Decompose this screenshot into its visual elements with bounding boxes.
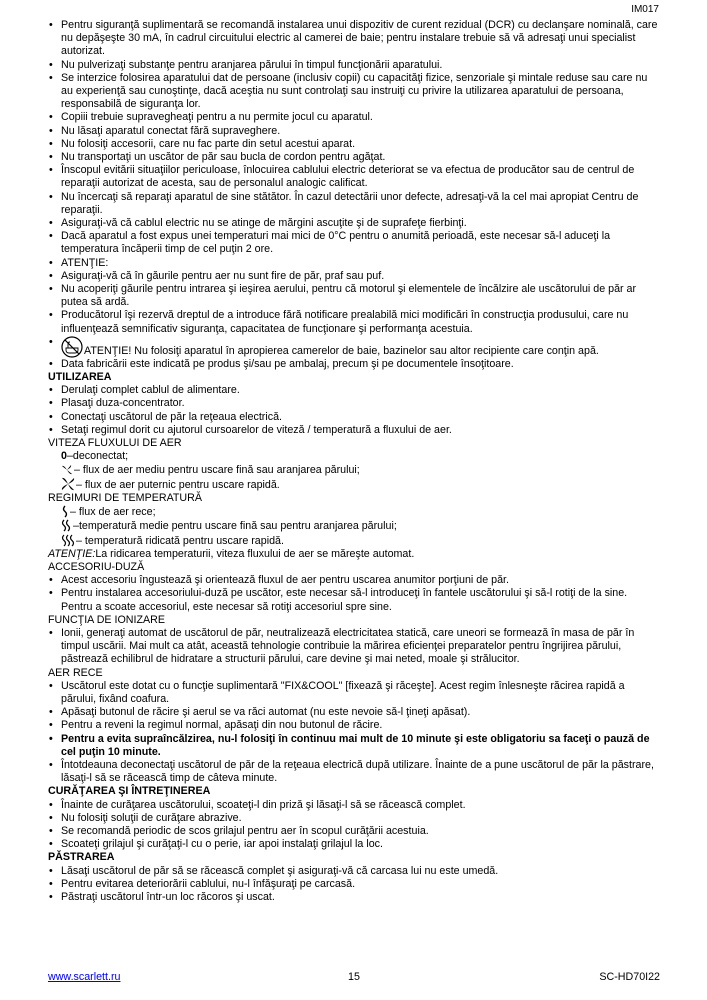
list-item: • Data fabricării este indicată pe produs şi/sau pe ambalaj, precum şi pe documentele însoţitoare. <box>48 358 660 371</box>
list-item: • Pentru a reveni la regimul normal, apăsaţi din nou butonul de răcire. <box>48 719 660 732</box>
section-heading-accessory: ACCESORIU-DUZĂ <box>48 560 145 573</box>
clean-list <box>48 799 660 852</box>
list-item: • Apăsaţi butonul de răcire şi aerul se va răci automat (nu este nevoie să-l ţineţi apăsat). <box>48 706 660 719</box>
safety-list <box>48 19 660 371</box>
list-item: • Derulaţi complet cablul de alimentare. <box>48 384 660 397</box>
list-item: • ATENŢIE: <box>48 257 660 270</box>
temp-medium-line <box>48 519 660 533</box>
heat-low-icon <box>61 505 69 518</box>
list-item: • Dacă aparatul a fost expus unei temperaturi mai mici de 0°C pentru o anumită perioadă, este necesar să-l aduceţi la temperatura încăperii timp de cel puţin 2 ore. <box>48 230 660 256</box>
section-heading-cool: AER RECE <box>48 666 103 679</box>
temp-note-label: ATENŢIE: <box>48 547 96 560</box>
section-heading-temp: REGIMURI DE TEMPERATURĂ <box>48 491 202 504</box>
list-item: • Întotdeauna deconectaţi uscătorul de păr de la reţeaua electrică după utilizare. Înainte de a pune uscătorul de păr la păstrare, lăsaţi-l să se răcească timp de câteva minute. <box>48 759 660 785</box>
speed-off-line <box>48 450 660 463</box>
heat-medium-icon <box>61 519 72 532</box>
list-item: • Copiii trebuie supravegheaţi pentru a nu permite jocul cu aparatul. <box>48 111 660 124</box>
section-heading-ion: FUNCŢIA DE IONIZARE <box>48 613 165 626</box>
cool-list <box>48 680 660 786</box>
temp-cold-line <box>48 505 660 519</box>
section-heading-speed: VITEZA FLUXULUI DE AER <box>48 437 182 450</box>
list-item: • Nu pulverizaţi substanţe pentru aranjarea părului în timpul funcţionării aparatului. <box>48 59 660 72</box>
list-item: • Setaţi regimul dorit cu ajutorul cursoarelor de viteză / temperatură a fluxului de aer. <box>48 424 660 437</box>
ion-list <box>48 627 660 667</box>
list-item: • Ionii, generaţi automat de uscătorul de păr, neutralizează electricitatea statică, care uneori se formează în masa de păr în timpul uscării. Mai mult ca atât, această tehnologie contribuie la mărirea eficienţei preparatelor pentru îngrijirea părului, păstrează echilibrul de hidratare a structurii părului, care devine şi mai neted, moale şi strălucitor. <box>48 627 660 667</box>
list-item: • Nu transportaţi un uscător de păr sau bucla de cordon pentru agăţat. <box>48 151 660 164</box>
section-heading-store: PĂSTRAREA <box>48 851 115 864</box>
list-item: • Producătorul îşi rezervă dreptul de a introduce fără notificare prealabilă mici modificări în construcţia produsului, care nu influenţează semnificativ siguranţa, capacitatea de funcţionare şi performanţa acestuia. <box>48 309 660 335</box>
section-heading-use: UTILIZAREA <box>48 371 112 384</box>
fan-high-icon <box>61 477 75 491</box>
page-footer <box>48 971 660 985</box>
speed-strong-text: – flux de aer puternic pentru uscare rapidă. <box>76 478 280 491</box>
no-bath-warning-icon <box>61 336 83 358</box>
list-item: • Nu încercaţi să reparaţi aparatul de sine stătător. În cazul detectării unor defecte, adresaţi-vă la cel mai apropiat Centru de reparaţii. <box>48 191 660 217</box>
temp-cold-text: – flux de aer rece; <box>70 506 156 519</box>
list-item: • Lăsaţi uscătorul de păr să se răcească complet şi asiguraţi-vă că carcasa lui nu este umedă. <box>48 865 660 878</box>
list-item: • Scoateţi grilajul şi curăţaţi-l cu o perie, iar apoi instalaţi grilajul la loc. <box>48 838 660 851</box>
temp-medium-text: –temperatură medie pentru uscare fină sau pentru aranjarea părului; <box>73 520 397 533</box>
list-item: • Conectaţi uscătorul de păr la reţeaua electrică. <box>48 411 660 424</box>
list-item-bold-warning: • Pentru a evita supraîncălzirea, nu-l folosiţi în continuu mai mult de 10 minute şi este obligatoriu sa faceţi o pauză de cel puţin 10 minute. <box>48 733 660 759</box>
temp-note <box>48 548 660 561</box>
document-body <box>48 19 660 904</box>
list-item: • Asiguraţi-vă că cablul electric nu se atinge de mărgini ascuţite şi de suprafeţe fierbinţi. <box>48 217 660 230</box>
list-item: • Asiguraţi-vă că în găurile pentru aer nu sunt fire de păr, praf sau puf. <box>48 270 660 283</box>
heat-high-icon <box>61 534 75 547</box>
store-list <box>48 865 660 905</box>
warning-item <box>48 336 660 358</box>
list-item: • Se interzice folosirea aparatului dat de persoane (inclusiv copii) cu capacităţi fizice, senzoriale şi mintale reduse sau care nu au experienţă sau cunoştinţe, dacă aceştia nu sunt controlaţi sau instruiţi cu privire la utilizarea aparatului de persoana, responsabilă de siguranţa lor. <box>48 72 660 112</box>
speed-zero-label: 0 <box>61 450 67 463</box>
list-item: • Nu lăsaţi aparatul conectat fără supraveghere. <box>48 125 660 138</box>
speed-zero-text: –deconectat; <box>66 450 129 463</box>
speed-medium-text: – flux de aer mediu pentru uscare fină sau aranjarea părului; <box>74 463 360 476</box>
list-item: • Nu folosiţi accesorii, care nu fac parte din setul acestui aparat. <box>48 138 660 151</box>
speed-medium-line <box>48 464 660 477</box>
list-item: • Pentru evitarea deteriorării cablului, nu-l înfăşuraţi pe carcasă. <box>48 878 660 891</box>
list-item: • Nu folosiţi soluţii de curăţare abrazive. <box>48 812 660 825</box>
warning-text: • ATENŢIE! Nu folosiţi aparatul în apropierea camerelor de baie, bazinelor sau altor recipiente care conţin apă. <box>84 344 599 357</box>
fan-low-icon <box>61 464 73 476</box>
list-item: • Plasaţi duza-concentrator. <box>48 397 660 410</box>
use-list <box>48 384 660 437</box>
accessory-list <box>48 574 660 614</box>
list-item: • Nu acoperiţi găurile pentru intrarea şi ieşirea aerului, pentru că motorul şi elementele de încălzire ale uscătorului de păr ar putea să ardă. <box>48 283 660 309</box>
list-item: • Păstraţi uscătorul într-un loc răcoros şi uscat. <box>48 891 660 904</box>
list-item: • Uscătorul este dotat cu o funcţie suplimentară "FIX&COOL" [fixează şi răceşte]. Acest regim înlesneşte răcirea rapidă a părului, fixând coafura. <box>48 680 660 706</box>
list-item: • Se recomandă periodic de scos grilajul pentru aer în scopul curăţării acestuia. <box>48 825 660 838</box>
temp-note-text: La ridicarea temperaturii, viteza fluxului de aer se măreşte automat. <box>95 547 415 560</box>
temp-high-text: – temperatură ridicată pentru uscare rapidă. <box>76 534 284 547</box>
list-item: • Pentru instalarea accesoriului-duză pe uscător, este necesar să-l introduceţi în fantele uscătorului şi să-l rotiţi de la sine. Pentru a scoate accesoriul, este necesar să rotiţi accesoriul spre sine. <box>48 587 660 613</box>
list-item: • Înscopul evitării situaţiilor periculoase, înlocuirea cablului electric deteriorat se va efectua de producător sau de centrul de reparaţii autorizat de acesta, sau de personalul analogic calificat. <box>48 164 660 190</box>
speed-strong-line <box>48 477 660 492</box>
document-code: IM017 <box>631 4 659 15</box>
section-heading-clean: CURĂŢAREA ŞI ÎNTREŢINEREA <box>48 785 211 798</box>
page-number: 15 <box>348 971 360 983</box>
website-link[interactable]: www.scarlett.ru <box>48 971 121 983</box>
list-item: • Pentru siguranţă suplimentară se recomandă instalarea unui dispozitiv de curent rezidual (DCR) cu declanşare nominală, care nu depăşeşte 30 mA, în cadrul circuitului electric al camerei de baie; pentru instalare trebuie să vă adresaţi unui specialist autorizat. <box>48 19 660 59</box>
list-item: • Înainte de curăţarea uscătorului, scoateţi-l din priză şi lăsaţi-l să se răcească complet. <box>48 799 660 812</box>
model-number: SC-HD70I22 <box>599 971 660 983</box>
temp-high-line <box>48 534 660 548</box>
list-item: • Acest accesoriu îngustează şi orientează fluxul de aer pentru uscarea anumitor porţiuni de păr. <box>48 574 660 587</box>
